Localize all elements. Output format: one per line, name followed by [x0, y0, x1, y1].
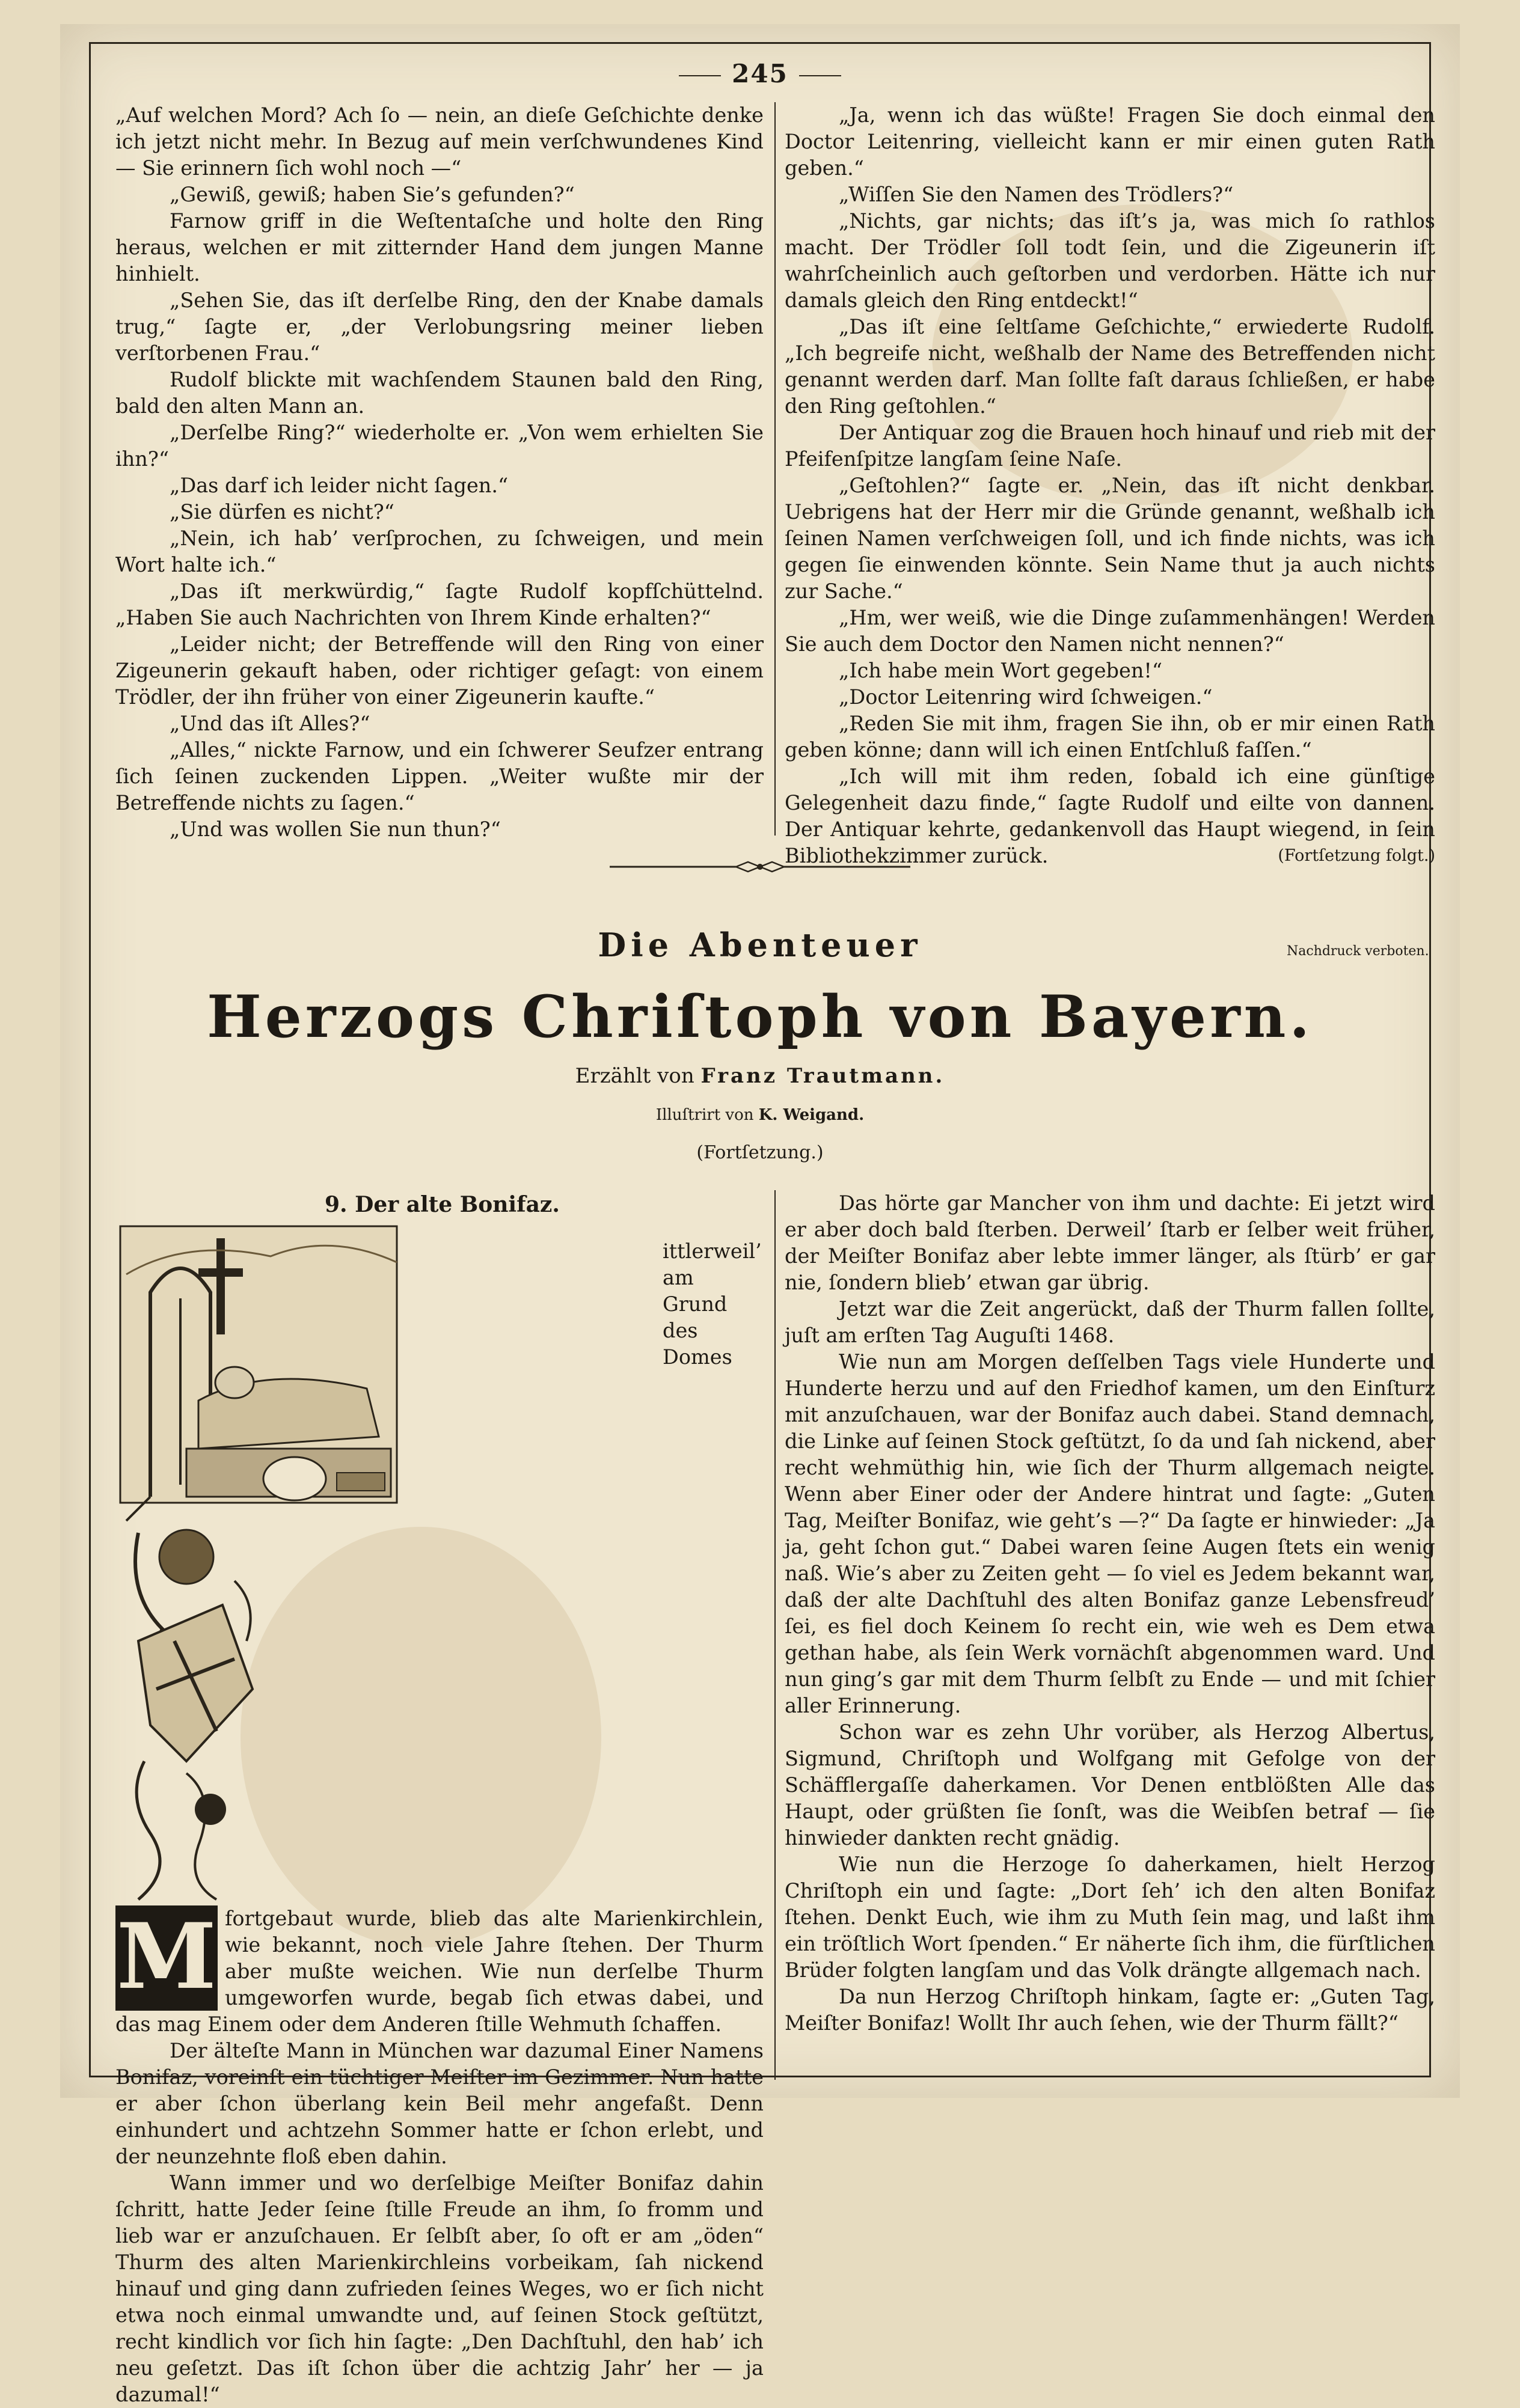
paragraph: „Sie dürfen es nicht?“	[170, 500, 394, 524]
byline	[60, 1064, 1460, 1088]
story-column-top-right-text	[785, 102, 1435, 869]
continuation-note: (Fortſetzung.)	[696, 1142, 824, 1163]
paragraph: Jetzt war die Zeit angerückt, daß der Thurm fallen ſollte, juſt am erſten Tag Auguſti 1468.	[785, 1297, 1435, 1347]
paragraph: Der älteſte Mann in München war dazumal Einer Namens Bonifaz, voreinſt ein tüchtiger Meiſter im Gezimmer. Nun hatte er aber ſchon überlang kein Beil mehr angefaßt. Denn einhundert und achtzehn Sommer hatte er ſchon erlebt, und der neunzehnte floß eben dahin.	[115, 2039, 764, 2168]
story-column-top-right	[785, 102, 1435, 867]
paragraph: Wann immer und wo derſelbige Meiſter Bonifaz dahin ſchritt, hatte Jeder ſeine ſtille Freude an ihm, ſo fromm und lieb war er anzuſchauen. Er ſelbſt aber, ſo oft er am „öden“ Thurm des alten Marienkirchleins vorbeikam, ſah nickend hinauf und ging dann zufrieden ſeines Weges, wo er ſich nicht etwa noch einmal umwandte und, auf ſeinen Stock geſtützt, recht kindlich vor ſich hin ſagte: „Den Dachſtuhl, den hab’ ich neu geſetzt. Das iſt ſchon über die achtzig Jahr’ her — ja dazumal!“	[115, 2171, 764, 2406]
section-ornament	[60, 860, 1460, 876]
page-number-rule-left	[679, 75, 721, 76]
paragraph: „Und das iſt Alles?“	[170, 712, 370, 735]
paragraph: „Alles,“ nickte Farnow, und ein ſchwerer Seufzer entrang ſich ſeinen zuckenden Lippen. „Weiter wußte mir der Betreffende nichts zu ſagen.“	[115, 738, 764, 814]
paragraph: Der Antiquar zog die Brauen hoch hinauf und rieb mit der Pfeifenſpitze langſam ſeine Naſe.	[785, 421, 1435, 471]
paragraph: „Ich habe mein Wort gegeben!“	[839, 659, 1162, 682]
story-title: Herzogs Chriſtoph von Bayern.	[207, 983, 1313, 1051]
paragraph: „Auf welchen Mord? Ach ſo — nein, an dieſe Geſchichte denke ich jetzt nicht mehr. In Bezug auf mein verſchwundenes Kind — Sie erinnern ſich wohl noch —“	[115, 103, 764, 180]
story-column-bottom-right	[785, 1190, 1435, 2080]
paragraph: „Sehen Sie, das iſt derſelbe Ring, den der Knabe damals trug,“ ſagte er, „der Verlobungsring meiner lieben verſtorbenen Frau.“	[115, 289, 764, 365]
paragraph: M ittlerweil’ am Grund des Domes fortgebaut wurde, blieb das alte Marienkirchlein, wie bekannt, noch viele Jahre ſtehen. Der Thurm aber mußte weichen. Wie nun derſelbe Thurm umgeworfen wurde, begab ſich etwas dabei, und das mag Einem oder dem Anderen ſtille Wehmuth ſchaffen.	[115, 1239, 764, 2036]
paragraph: „Ja, wenn ich das wüßte! Fragen Sie doch einmal den Doctor Leitenring, vielleicht kann er mir einen guten Rath geben.“	[785, 103, 1435, 180]
paragraph: Farnow griff in die Weſtentaſche und holte den Ring heraus, welchen er mit zitternder Hand dem jungen Manne hinhielt.	[115, 209, 764, 286]
paragraph: Rudolf blickte mit wachſendem Staunen bald den Ring, bald den alten Mann an.	[115, 368, 764, 418]
paragraph: „Derſelbe Ring?“ wiederholte er. „Von wem erhielten Sie ihn?“	[115, 421, 764, 471]
paragraph: „Geſtohlen?“ ſagte er. „Nein, das iſt nicht denkbar. Uebrigens hat der Herr mir die Gründe genannt, weßhalb ich ſeinen Namen verſchweigen ſoll, und ich finde nichts, was ich gegen ſie einwenden könnte. Sein Name thut ja auch nichts zur Sache.“	[785, 474, 1435, 603]
paragraph: „Reden Sie mit ihm, fragen Sie ihn, ob er mir einen Rath geben könne; dann will ich einen Entſchluß faſſen.“	[785, 712, 1435, 762]
paragraph: „Leider nicht; der Betreffende will den Ring von einer Zigeunerin gekauft haben, oder richtiger geſagt: von einem Trödler, der ihn früher von einer Zigeunerin kaufte.“	[115, 632, 764, 709]
page-number	[60, 59, 1460, 88]
paragraph: „Nein, ich hab’ verſprochen, zu ſchweigen, und mein Wort halte ich.“	[115, 527, 764, 576]
column-divider-top	[774, 102, 776, 836]
paragraph: „Und was wollen Sie nun thun?“	[170, 817, 501, 841]
paragraph: „Nichts, gar nichts; das iſt’s ja, was mich ſo rathlos macht. Der Trödler ſoll todt ſein, und die Zigeunerin iſt wahrſcheinlich auch geſtorben und verdorben. Hätte ich nur damals gleich den Ring entdeckt!“	[785, 209, 1435, 312]
illustrator-prefix: Illuſtrirt von	[655, 1106, 754, 1124]
byline-author: Franz Trautmann.	[700, 1064, 945, 1088]
ornament-rule-icon	[610, 860, 910, 874]
newspaper-page	[60, 24, 1460, 2406]
page-number-rule-right	[799, 75, 841, 76]
paragraph: „Gewiß, gewiß; haben Sie’s gefunden?“	[170, 183, 575, 206]
reprint-note: Nachdruck verboten.	[1287, 944, 1429, 959]
paragraph: „Doctor Leitenring wird ſchweigen.“	[839, 685, 1213, 709]
illustrator-name: K. Weigand.	[758, 1106, 865, 1124]
page-number-text: 245	[732, 59, 788, 88]
continued-note: (Fortſetzung folgt.)	[1278, 846, 1435, 865]
paragraph: Schon war es zehn Uhr vorüber, als Herzog Albertus, Sigmund, Chriſtoph und Wolfgang mit Gefolge von der Schäfflergaſſe daherkamen. Vor Denen entblößten Alle das Haupt, oder grüßten ſie ſonſt, was die Weibſen betraf — ſie hinwieder dankten recht gnädig.	[785, 1720, 1435, 1850]
illustration-space	[115, 1238, 657, 1905]
byline-prefix: Erzählt von	[575, 1064, 694, 1088]
paragraph: Wie nun am Morgen deſſelben Tags viele Hunderte und Hunderte herzu und auf den Friedhof kamen, um den Einſturz mit anzuſchauen, war der Bonifaz auch dabei. Stand demnach, die Linke auf ſeinen Stock geſtützt, ſo da und ſah nickend, aber recht wehmüthig hin, wie ſich der Thurm allgemach neigte. Wenn aber Einer oder der Andere hintrat und ſagte: „Guten Tag, Meiſter Bonifaz, wie geht’s —?“ Da ſagte er hinwieder: „Ja ja, geht ſchon gut.“ Dabei waren ſeine Augen ſtets ein wenig naß. Wie’s aber zu Zeiten geht — ſo viel es Jedem bekannt war, daß der alte Dachſtuhl des alten Bonifaz ganze Lebensfreud’ ſei, es fiel doch Keinem ſo recht ein, wie weh es Dem etwa gethan habe, als ſein Werk vornächſt abgenommen ward. Und nun ging’s gar mit dem Thurm ſelbſt zu Ende — und mit ſchier aller Erinnerung.	[785, 1350, 1435, 1717]
chapter-heading: 9. Der alte Bonifaz.	[325, 1192, 560, 1217]
paragraph: „Das darf ich leider nicht ſagen.“	[170, 474, 509, 497]
paragraph: Das hörte gar Mancher von ihm und dachte: Ei jetzt wird er aber doch bald ſterben. Derweil’ ſtarb er ſelber weit früher, der Meiſter Bonifaz aber lebte immer länger, als ſtürb’ er gar nie, ſondern blieb’ etwan gar übrig.	[785, 1191, 1435, 1294]
story-column-top-left	[115, 102, 764, 841]
paragraph: „Wiſſen Sie den Namen des Trödlers?“	[839, 183, 1234, 206]
paragraph: „Hm, wer weiß, wie die Dinge zuſammenhängen! Werden Sie auch dem Doctor den Namen nicht nennen?“	[785, 606, 1435, 656]
column-divider-bottom	[774, 1190, 776, 2080]
paragraph: „Ich will mit ihm reden, ſobald ich eine günſtige Gelegenheit dazu finde,“ ſagte Rudolf und eilte von dannen. Der Antiquar kehrte, gedankenvoll das Haupt wiegend, in ſein Bibliothekzimmer zurück.	[785, 765, 1435, 867]
paragraph: „Das iſt eine ſeltſame Geſchichte,“ erwiederte Rudolf. „Ich begreife nicht, weßhalb der Name des Betreffenden nicht genannt werden darf. Man ſollte faſt daraus ſchließen, er habe den Ring geſtohlen.“	[785, 315, 1435, 418]
paragraph: Wie nun die Herzoge ſo daherkamen, hielt Herzog Chriſtoph ein und ſagte: „Dort ſeh’ ich den alten Bonifaz ſtehen. Denkt Euch, wie ihm zu Muth ſein mag, und laßt ihm ein tröſtlich Wort ſpenden.“ Er näherte ſich ihm, die fürſtlichen Brüder folgten langſam und das Volk drängte allgemach nach.	[785, 1853, 1435, 1982]
illustrator-line	[60, 1106, 1460, 1124]
story-column-bottom-left	[115, 1238, 764, 2406]
paragraph: Da nun Herzog Chriſtoph hinkam, ſagte er: „Guten Tag, Meiſter Bonifaz! Wollt Ihr auch ſehen, wie der Thurm fällt?“	[785, 1985, 1435, 2035]
story-kicker: Die Abenteuer	[598, 926, 922, 964]
paragraph: „Das iſt merkwürdig,“ ſagte Rudolf kopfſchüttelnd. „Haben Sie auch Nachrichten von Ihrem Kinde erhalten?“	[115, 579, 764, 629]
drop-cap: M	[116, 1904, 217, 2009]
